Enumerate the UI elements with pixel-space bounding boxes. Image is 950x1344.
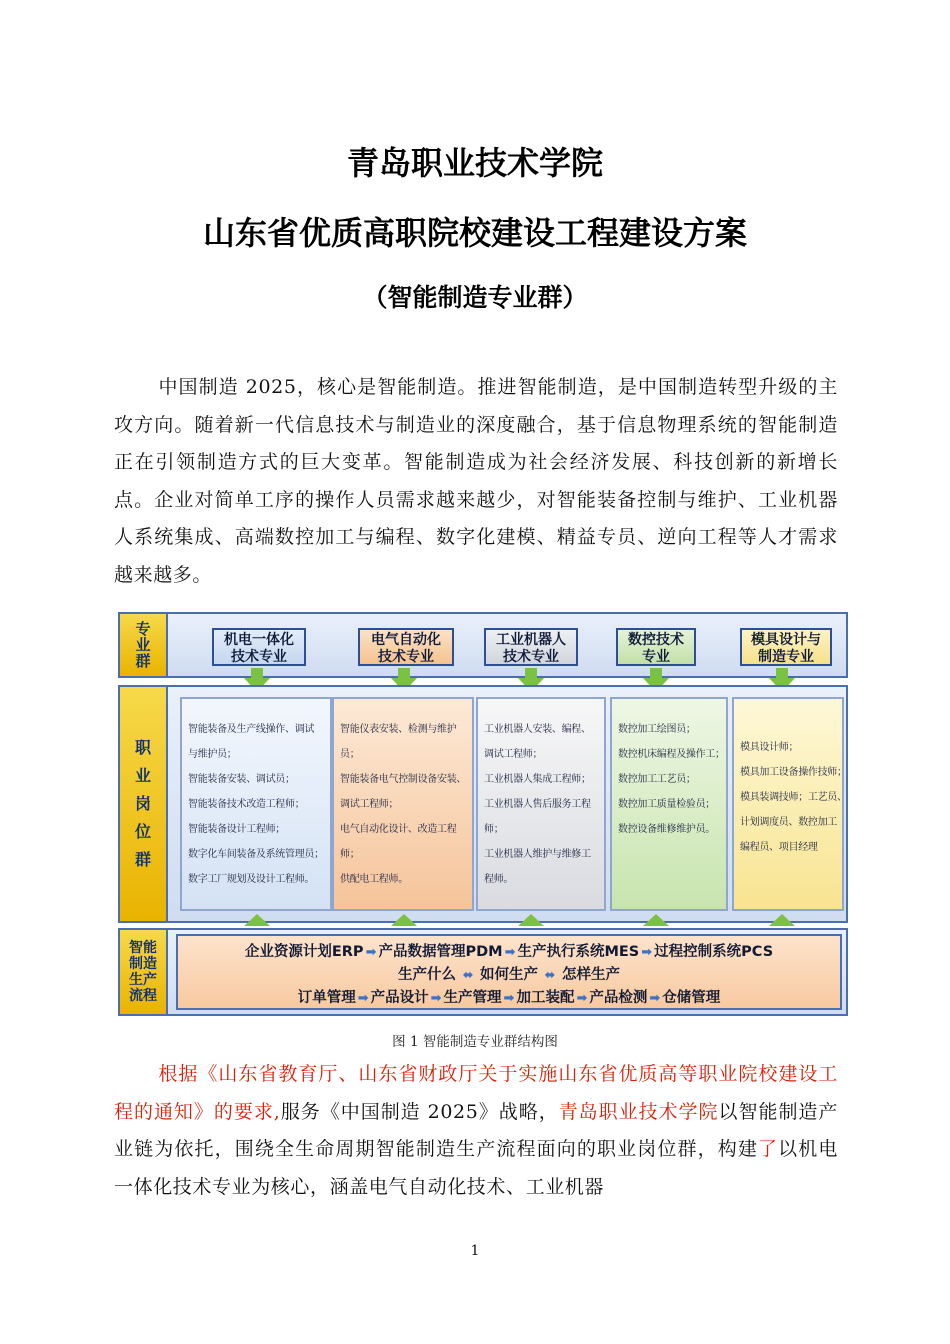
job-item: 员； xyxy=(340,749,360,760)
job-item: 编程员、项目经理 xyxy=(740,842,818,853)
job-item: 师； xyxy=(340,849,360,860)
major-cnc xyxy=(616,628,696,666)
job-item: 数控加工绘图员； xyxy=(618,724,696,735)
body-text: 以智能制造产业链为依托，围绕全生命周期智能制造生产流程面向的职业岗位群，构建 xyxy=(114,1100,838,1160)
major-industrial-robot xyxy=(484,628,578,666)
document-subtitle-group: （智能制造专业群） xyxy=(362,283,588,312)
flow-row-systems xyxy=(178,940,840,961)
body-text: 服务《中国制造 2025》战略， xyxy=(280,1100,559,1123)
jobs-column-mold xyxy=(732,697,847,911)
flow-step: 过程控制系统PCS xyxy=(654,944,774,960)
jobs-band xyxy=(118,685,848,923)
policy-reference: 根据《山东省教育厅、山东省财政厅关于实施山东省优质高等职业院校建设工程的通知》的要求, xyxy=(114,1063,838,1123)
flow-row-questions xyxy=(178,963,840,984)
document-title: 青岛职业技术学院 xyxy=(346,144,603,182)
flow-arrow-icon: ⬌ xyxy=(458,968,478,983)
flow-arrow-icon: ➡ xyxy=(430,991,442,1006)
job-item: 模具加工设备操作技师； xyxy=(740,767,847,778)
flow-step: 订单管理 xyxy=(297,990,356,1006)
job-item: 智能装备及生产线操作、调试 xyxy=(188,724,315,735)
flow-step: 加工装配 xyxy=(516,990,575,1006)
figure-caption: 图 1 智能制造专业群结构图 xyxy=(392,1034,558,1050)
major-line: 制造专业 xyxy=(758,649,814,665)
flow-step: 产品设计 xyxy=(370,990,429,1006)
flow-step: 产品检测 xyxy=(589,990,648,1006)
job-item: 工业机器人维护与维修工 xyxy=(484,849,591,860)
jobs-column-robot xyxy=(476,697,606,911)
job-item: 工业机器人集成工程师； xyxy=(484,774,591,785)
job-item: 与维护员； xyxy=(188,749,237,760)
major-line: 电气自动化 xyxy=(371,632,441,648)
job-item: 数字化车间装备及系统管理员； xyxy=(188,849,324,860)
structure-diagram xyxy=(118,612,848,1016)
flow-arrow-icon: ➡ xyxy=(357,991,369,1006)
job-item: 智能装备安装、调试员； xyxy=(188,774,295,785)
job-item: 数控加工工艺员； xyxy=(618,774,696,785)
intro-text: 中国制造 2025，核心是智能制造。推进智能制造，是中国制造转型升级的主攻方向。随着新一代信息技术与制造业的深度融合，基于信息物理系统的智能制造正在引领制造方式的巨大变革。智能制造成为社会经济发展、科技创新的新增长点。企业对简单工序的操作人员需求越来越少，对智能装备控制与维护、工业机器人系统集成、高端数控加工与编程、数字化建模、精益专员、逆向工程等人才需求越来越多。 xyxy=(114,376,838,586)
flow-band xyxy=(118,928,848,1016)
arrow-up-icon xyxy=(643,914,669,926)
job-item: 模具装调技师；工艺员、 xyxy=(740,792,847,803)
job-item: 数控设备维修维护员。 xyxy=(618,824,715,835)
jobs-column-electrical xyxy=(332,697,474,911)
job-item: 智能装备电气控制设备安装、 xyxy=(340,774,467,785)
major-line: 技术专业 xyxy=(503,649,559,665)
flow-arrow-icon: ➡ xyxy=(576,991,588,1006)
flow-step: 仓储管理 xyxy=(662,990,721,1006)
major-line: 技术专业 xyxy=(231,649,287,665)
job-item: 数控机床编程及操作工； xyxy=(618,749,725,760)
job-item: 数控加工质量检验员； xyxy=(618,799,715,810)
jobs-label-text: 职业岗位群 xyxy=(135,738,152,869)
major-electrical-automation xyxy=(358,628,454,666)
school-name: 青岛职业技术学院 xyxy=(558,1100,719,1123)
majors-label-text: 专业群 xyxy=(135,620,151,670)
job-item: 数字工厂规划及设计工程师。 xyxy=(188,874,315,885)
flow-arrow-icon: ➡ xyxy=(504,945,516,960)
major-line: 数控技术 xyxy=(628,632,684,648)
flow-step: 怎样生产 xyxy=(561,967,620,983)
major-mold xyxy=(740,628,832,666)
flow-label-text: 智能制造生产流程 xyxy=(129,940,157,1004)
job-item: 供配电工程师。 xyxy=(340,874,408,885)
flow-step: 生产什么 xyxy=(398,967,457,983)
flow-arrow-icon: ➡ xyxy=(503,991,515,1006)
jobs-column-mechatronics xyxy=(180,697,332,911)
flow-step: 如何生产 xyxy=(480,967,538,983)
body-text: 以机电一体化技术专业为核心，涵盖电气自动化技术、工业机器 xyxy=(114,1138,839,1198)
job-item: 智能装备技术改造工程师； xyxy=(188,799,305,810)
majors-band-label xyxy=(120,614,168,676)
flow-arrow-icon: ➡ xyxy=(649,991,661,1006)
job-item: 工业机器人售后服务工程 xyxy=(484,799,591,810)
major-line: 模具设计与 xyxy=(751,632,821,648)
major-mechatronics xyxy=(212,628,306,666)
job-item: 模具设计师； xyxy=(740,742,799,753)
major-line: 机电一体化 xyxy=(224,632,294,648)
arrow-up-icon xyxy=(518,914,544,926)
job-item: 师； xyxy=(484,824,504,835)
job-item: 工业机器人安装、编程、 xyxy=(484,724,591,735)
flow-arrow-icon: ➡ xyxy=(365,945,377,960)
job-item: 智能仪表安装、检测与维护 xyxy=(340,724,457,735)
flow-band-label xyxy=(120,930,168,1014)
job-item: 电气自动化设计、改造工程 xyxy=(340,824,457,835)
flow-step: 生产管理 xyxy=(443,990,502,1006)
flow-step: 企业资源计划ERP xyxy=(244,944,364,960)
job-item: 智能装备设计工程师； xyxy=(188,824,285,835)
jobs-column-cnc xyxy=(610,697,728,911)
arrow-up-icon xyxy=(244,914,270,926)
flow-arrow-icon: ➡ xyxy=(641,945,653,960)
flow-arrow-icon: ⬌ xyxy=(540,968,560,983)
arrow-up-icon xyxy=(391,914,417,926)
majors-band xyxy=(118,612,848,678)
flow-step: 产品数据管理PDM xyxy=(378,944,503,960)
flow-row-process xyxy=(178,986,840,1007)
page-number: 1 xyxy=(470,1243,480,1259)
major-line: 专业 xyxy=(642,649,670,665)
document-subtitle: 山东省优质高职院校建设工程建设方案 xyxy=(202,214,747,252)
arrow-up-icon xyxy=(769,914,795,926)
flow-step: 生产执行系统MES xyxy=(517,944,640,960)
body-paragraph xyxy=(114,1056,838,1206)
intro-paragraph xyxy=(114,369,838,594)
flow-panel xyxy=(176,934,842,1010)
job-item: 程师。 xyxy=(484,874,514,885)
major-line: 技术专业 xyxy=(378,649,434,665)
highlight-char: 了 xyxy=(758,1138,779,1160)
job-item: 调试工程师； xyxy=(484,749,543,760)
job-item: 计划调度员、数控加工 xyxy=(740,817,837,828)
major-line: 工业机器人 xyxy=(496,632,566,648)
job-item: 调试工程师； xyxy=(340,799,399,810)
jobs-band-label xyxy=(120,687,168,921)
